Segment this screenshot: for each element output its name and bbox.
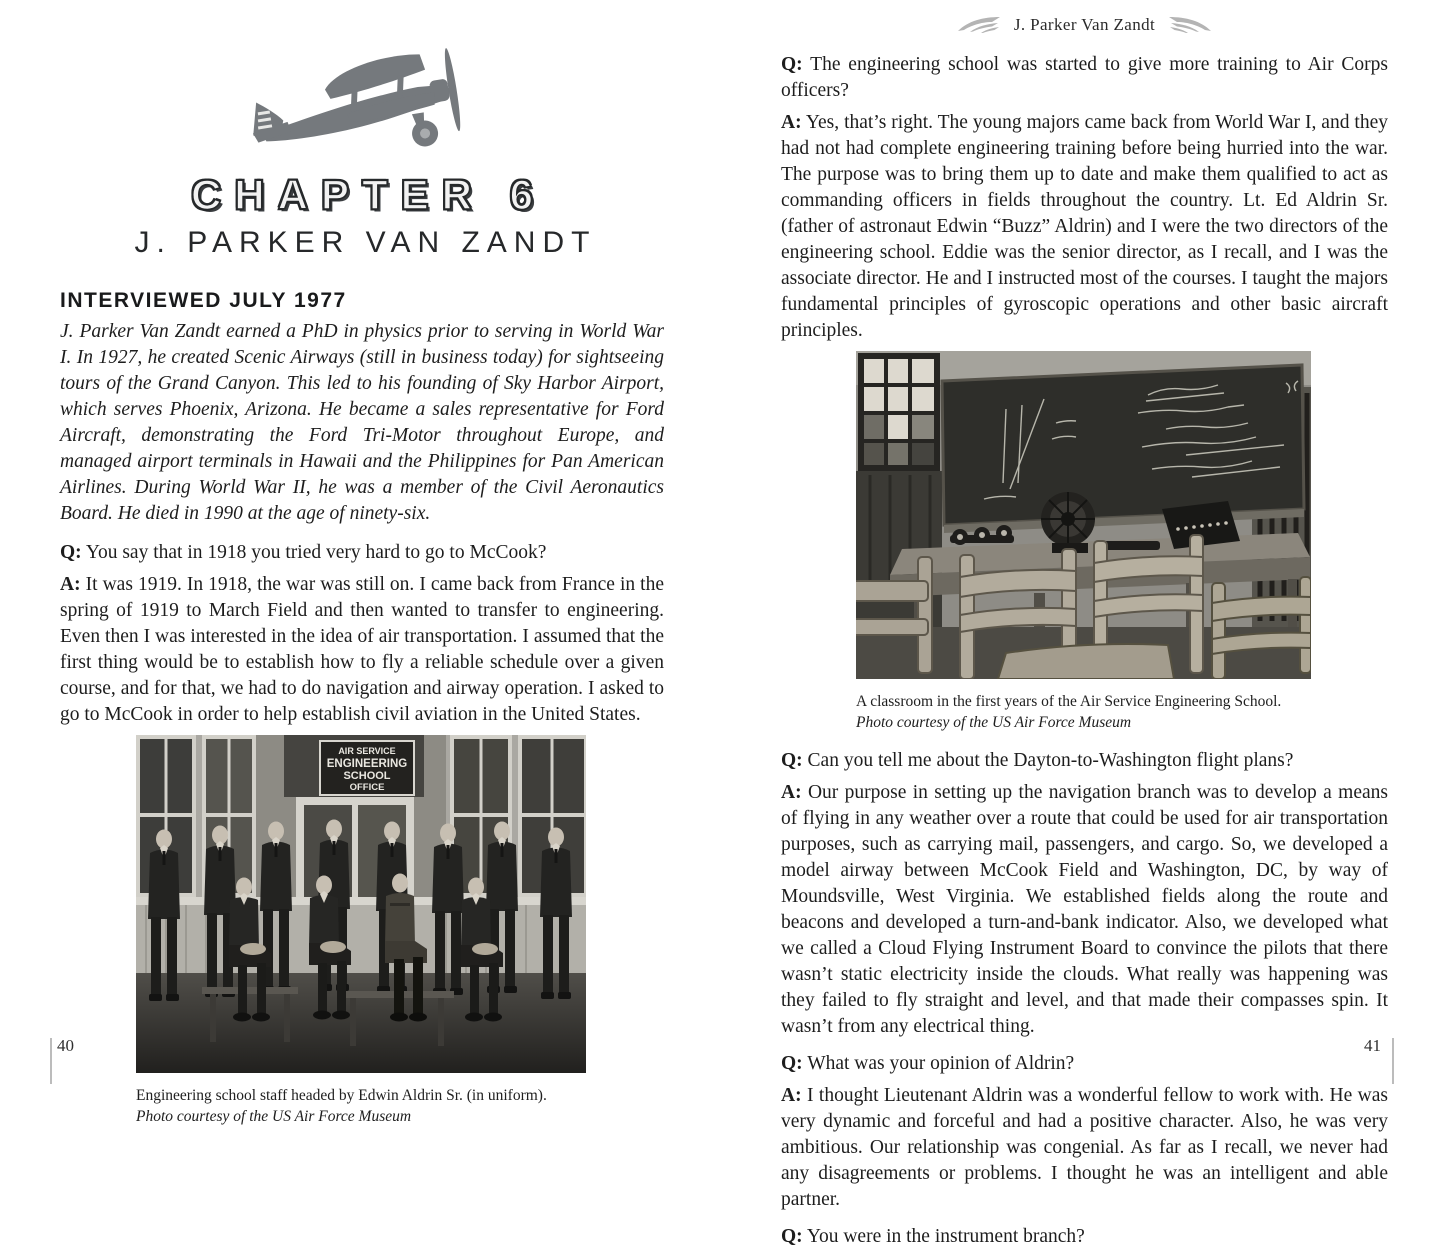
sign-line-3: SCHOOL (343, 770, 391, 782)
section-heading: INTERVIEWED JULY 1977 (60, 289, 347, 312)
a-prefix: A: (781, 112, 802, 133)
classroom-photo (856, 351, 1311, 679)
chapter-label: CHAPTER 6 (190, 171, 547, 218)
q-prefix: Q: (60, 542, 82, 563)
staff-photo-caption (136, 1085, 586, 1127)
question-text: The engineering school was started to give more training to Air Corps officers? (781, 54, 1388, 101)
blackboard (942, 365, 1304, 525)
question-text: You say that in 1918 you tried very hard to go to McCook? (85, 542, 547, 563)
question-text: Can you tell me about the Dayton-to-Washington flight plans? (807, 750, 1294, 771)
left-edge-rule (50, 1038, 52, 1084)
page-number-left: 40 (57, 1036, 74, 1055)
question (781, 52, 1388, 104)
a-prefix: A: (781, 782, 802, 803)
intro-paragraph: J. Parker Van Zandt earned a PhD in physics prior to serving in World War I. In 1927, he created Scenic Airways (still in business today) for sightseeing tours of the Grand Canyon. This led to his founding of Sky Harbor Airport, which serves Phoenix, Arizona. He became a sales representative for Ford Aircraft, demonstrating the Ford Tri-Motor throughout Europe, and managed airport terminals in Hawaii and the Philippines for Pan American Airlines. During World War II, he was a member of the Civil Aeronautics Board. He died in 1990 at the age of ninety-six. (60, 321, 664, 524)
chapter-title: J. PARKER VAN ZANDT (134, 226, 597, 259)
answer (60, 572, 664, 728)
sign-line-1: AIR SERVICE (338, 746, 396, 756)
answer-text: Yes, that’s right. The young majors came back from World War I, and they had not had complete engineering training before being hurried into the war. The purpose was to bring them up to date and make them qualified to act as commanding officers in fields throughout the country. Lt. Ed Aldrin Sr. (father of astronaut Edwin “Buzz” Aldrin) and I were the two directors of the engineering school. Eddie was the senior director, as I recall, and I was the associate director. He and I instructed most of the courses. I taught the majors fundamental principles of gyroscopic operations and other basic aircraft principles. (781, 112, 1388, 341)
caption-credit: Photo courtesy of the US Air Force Museum (136, 1108, 412, 1125)
q-prefix: Q: (781, 750, 803, 771)
caption-credit: Photo courtesy of the US Air Force Museum (856, 714, 1132, 731)
classroom-photo-caption (856, 691, 1311, 733)
answer (781, 110, 1388, 344)
wing-right-icon (1167, 16, 1213, 34)
running-header (781, 14, 1388, 36)
engineering-school-sign (320, 741, 414, 795)
a-prefix: A: (781, 1085, 802, 1106)
q-prefix: Q: (781, 1053, 803, 1074)
answer-text: I thought Lieutenant Aldrin was a wonderful fellow to work with. He was very dynamic and forceful and had a positive character. Also, he was very ambitious. Our relationship was congenial. As far as I recall, we never had any disagreements or problems. I thought he was an intelligent and able partner. (781, 1085, 1389, 1210)
building-siding (136, 897, 586, 985)
question (781, 748, 1388, 774)
question (781, 1224, 1388, 1250)
wing-left-icon (956, 16, 1002, 34)
answer (781, 1083, 1388, 1213)
staff-photo-figure (136, 735, 586, 1127)
q-prefix: Q: (781, 1226, 803, 1247)
running-header-text: J. Parker Van Zandt (1013, 15, 1156, 34)
question-text: You were in the instrument branch? (806, 1226, 1085, 1247)
page-number-right: 41 (1364, 1036, 1381, 1055)
a-prefix: A: (60, 574, 81, 595)
question (781, 1051, 1388, 1077)
caption-text: A classroom in the first years of the Air Service Engineering School. (856, 693, 1282, 710)
right-page (781, 0, 1388, 1250)
classroom-photo-figure (856, 351, 1311, 733)
left-page (60, 0, 664, 1127)
q-prefix: Q: (781, 54, 803, 75)
answer-text: It was 1919. In 1918, the war was still on. I came back from France in the spring of 1919 to March Field and then wanted to transfer to engineering. Even then I was interested in the idea of air transportation. I assumed that the first thing would be to establish how to fly a reliable schedule over a given course, and for that, we had to do navigation and airway operation. I asked to go to McCook in order to help establish civil aviation in the United States. (60, 574, 664, 725)
caption-text: Engineering school staff headed by Edwin Aldrin Sr. (in uniform). (136, 1087, 547, 1104)
question (60, 540, 664, 566)
biplane-silhouette-icon (242, 46, 482, 162)
sign-line-2: ENGINEERING (326, 758, 408, 770)
answer-text: Our purpose in setting up the navigation branch was to develop a means of flying in any weather over a route that could be used for air transportation purposes, such as carrying mail, passengers, and cargo. So, we developed a model airway between McCook Field and Washington, DC, by way of Moundsville, West Virginia. We established fields along the route and beacons and developed a turn-and-bank indicator. Also, we developed what we called a Cloud Flying Instrument Board to convince the pilots that there wasn’t static electricity inside the clouds. What really was happening was they failed to fly straight and level, and that made their compasses spin. It wasn’t from any electrical thing. (781, 782, 1388, 1037)
question-text: What was your opinion of Aldrin? (807, 1053, 1075, 1074)
sign-line-4: OFFICE (349, 782, 385, 793)
answer (781, 780, 1388, 1040)
right-edge-rule (1392, 1038, 1394, 1084)
staff-group-photo (136, 735, 586, 1073)
